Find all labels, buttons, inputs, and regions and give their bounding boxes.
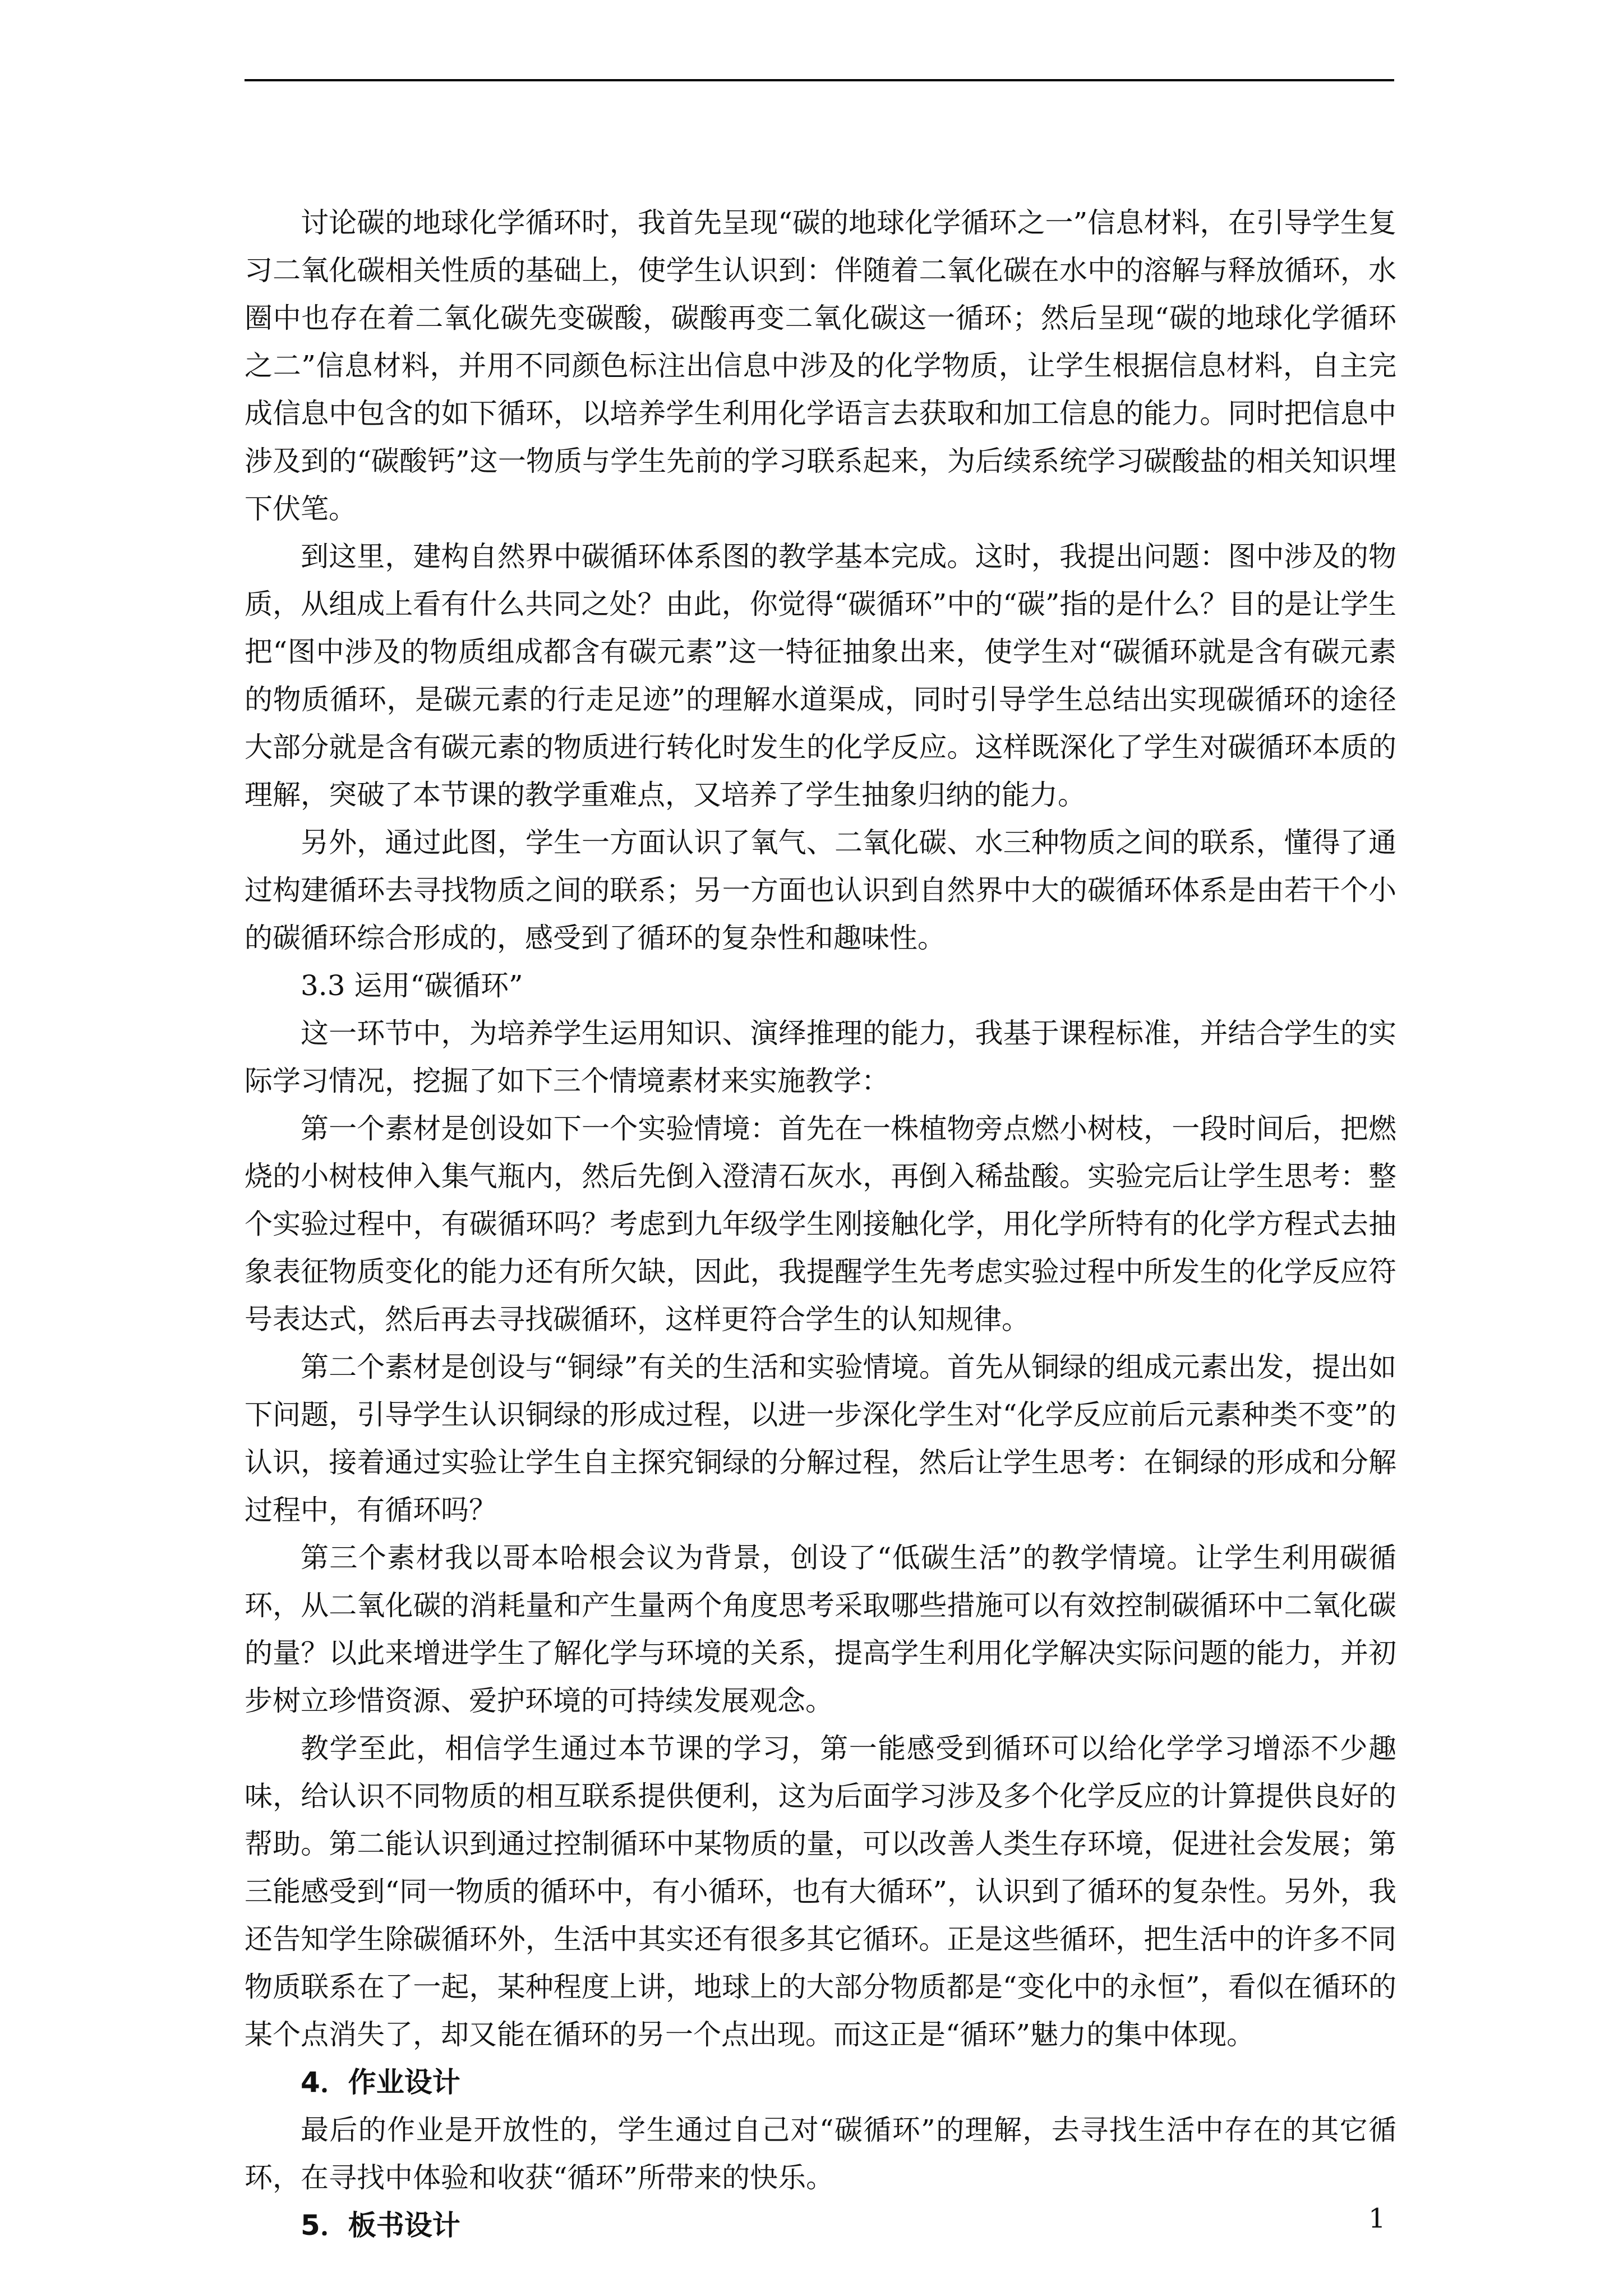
paragraph-carbon-geochemical-cycle: 讨论碳的地球化学循环时，我首先呈现“碳的地球化学循环之一”信息材料，在引导学生复习二氧化碳相关性质的基础上，使学生认识到：伴随着二氧化碳在水中的溶解与释放循环，水圈中也存在着二氧化碳先变碳酸，碳酸再变二氧化碳这一循环；然后呈现“碳的地球化学循环之二”信息材料，并用不同颜色标注出信息中涉及的化学物质，让学生根据信息材料，自主完成信息中包含的如下循环，以培养学生利用化学语言去获取和加工信息的能力。同时把信息中涉及到的“碳酸钙”这一物质与学生先前的学习联系起来，为后续系统学习碳酸盐的相关知识埋下伏笔。 [245, 206, 1396, 525]
paragraph-second-material: 第二个素材是创设与“铜绿”有关的生活和实验情境。首先从铜绿的组成元素出发，提出如下问题，引导学生认识铜绿的形成过程，以进一步深化学生对“化学反应前后元素种类不变”的认识，接着通过实验让学生自主探究铜绿的分解过程，然后让学生思考：在铜绿的形成和分解过程中，有循环吗？ [245, 1351, 1396, 1526]
paragraph-teaching-summary: 教学至此，相信学生通过本节课的学习，第一能感受到循环可以给化学学习增添不少趣味，给认识不同物质的相互联系提供便利，这为后面学习涉及多个化学反应的计算提供良好的帮助。第二能认识到通过控制循环中某物质的量，可以改善人类生存环境，促进社会发展；第三能感受到“同一物质的循环中，有小循环，也有大循环”，认识到了循环的复杂性。另外，我还告知学生除碳循环外，生活中其实还有很多其它循环。正是这些循环，把生活中的许多不同物质联系在了一起，某种程度上讲，地球上的大部分物质都是“变化中的永恒”，看似在循环的某个点消失了，却又能在循环的另一个点出现。而这正是“循环”魅力的集中体现。 [245, 1732, 1396, 2051]
paragraph-cycle-relations: 另外，通过此图，学生一方面认识了氧气、二氧化碳、水三种物质之间的联系，懂得了通过构建循环去寻找物质之间的联系；另一方面也认识到自然界中大的碳循环体系是由若干个小的碳循环综合形成的，感受到了循环的复杂性和趣味性。 [245, 826, 1396, 954]
paragraph-third-material: 第三个素材我以哥本哈根会议为背景，创设了“低碳生活”的教学情境。让学生利用碳循环，从二氧化碳的消耗量和产生量两个角度思考采取哪些措施可以有效控制碳循环中二氧化碳的量？以此来增进学生了解化学与环境的关系，提高学生利用化学解决实际问题的能力，并初步树立珍惜资源、爱护环境的可持续发展观念。 [245, 1542, 1396, 1717]
paragraph-first-material: 第一个素材是创设如下一个实验情境：首先在一株植物旁点燃小树枝，一段时间后，把燃烧的小树枝伸入集气瓶内，然后先倒入澄清石灰水，再倒入稀盐酸。实验完后让学生思考：整个实验过程中，有碳循环吗？考虑到九年级学生刚接触化学，用化学所特有的化学方程式去抽象表征物质变化的能力还有所欠缺，因此，我提醒学生先考虑实验过程中所发生的化学反应符号表达式，然后再去寻找碳循环，这样更符合学生的认知规律。 [245, 1112, 1396, 1336]
subheading-apply-carbon-cycle: 3.3 运用“碳循环” [301, 969, 523, 1002]
heading-homework-design: 4．作业设计 [301, 2066, 460, 2099]
paragraph-three-materials-intro: 这一环节中，为培养学生运用知识、演绎推理的能力，我基于课程标准，并结合学生的实际学习情况，挖掘了如下三个情境素材来实施教学： [245, 1017, 1396, 1097]
document-body [245, 199, 1396, 2249]
header-rule [245, 79, 1394, 81]
paragraph-carbon-cycle-system: 到这里，建构自然界中碳循环体系图的教学基本完成。这时，我提出问题：图中涉及的物质，从组成上看有什么共同之处？由此，你觉得“碳循环”中的“碳”指的是什么？目的是让学生把“图中涉及的物质组成都含有碳元素”这一特征抽象出来，使学生对“碳循环就是含有碳元素的物质循环，是碳元素的行走足迹”的理解水道渠成，同时引导学生总结出实现碳循环的途径大部分就是含有碳元素的物质进行转化时发生的化学反应。这样既深化了学生对碳循环本质的理解，突破了本节课的教学重难点，又培养了学生抽象归纳的能力。 [245, 540, 1396, 811]
page-number: 1 [1368, 2203, 1386, 2234]
paragraph-homework: 最后的作业是开放性的，学生通过自己对“碳循环”的理解，去寻找生活中存在的其它循环，在寻找中体验和收获“循环”所带来的快乐。 [245, 2114, 1396, 2194]
heading-blackboard-design: 5．板书设计 [301, 2209, 460, 2242]
